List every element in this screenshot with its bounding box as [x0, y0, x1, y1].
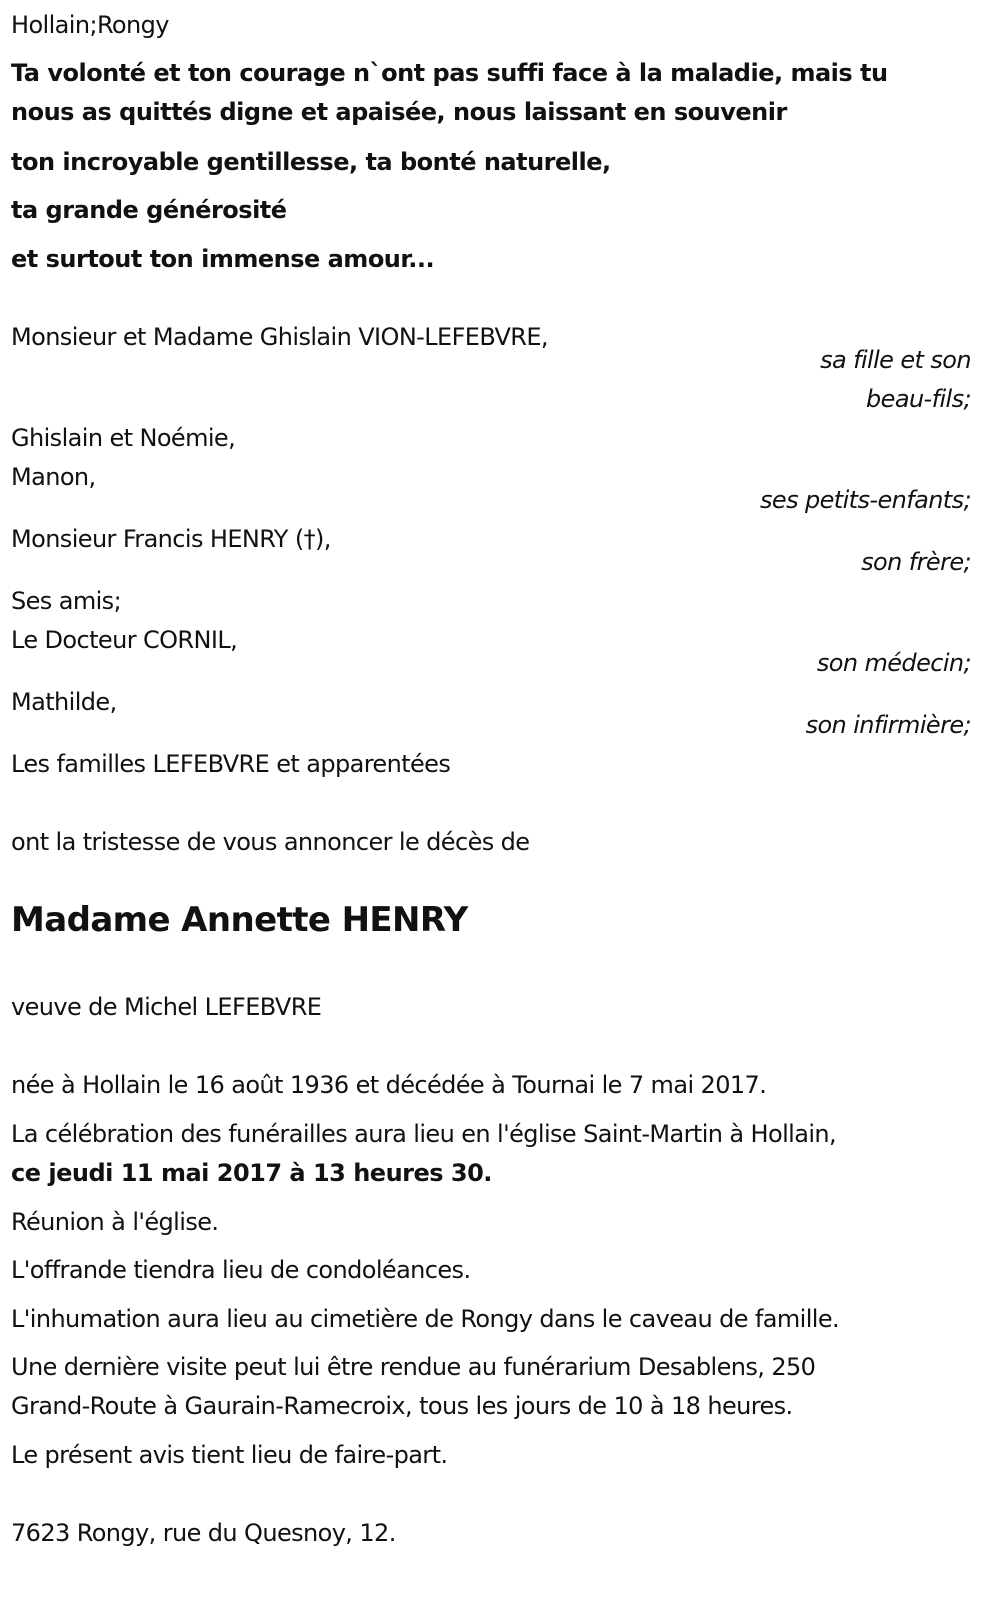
family-relation: beau-fils;	[866, 385, 971, 413]
family-relation: sa fille et son	[820, 346, 971, 374]
announcement-intro: ont la tristesse de vous annoncer le décès de	[11, 828, 530, 856]
family-member-name: Monsieur Francis HENRY (†),	[11, 525, 331, 553]
family-member-name: Ses amis;	[11, 587, 122, 615]
poem-line: ton incroyable gentillesse, ta bonté naturelle,	[11, 148, 611, 176]
poem-line: et surtout ton immense amour...	[11, 245, 435, 273]
family-member-name: Ghislain et Noémie,	[11, 424, 236, 452]
family-member-name: Manon,	[11, 463, 96, 491]
family-relation: son médecin;	[816, 649, 971, 677]
burial-note: L'inhumation aura lieu au cimetière de Rongy dans le caveau de famille.	[11, 1305, 840, 1333]
family-relation: son frère;	[861, 548, 971, 576]
family-address: 7623 Rongy, rue du Quesnoy, 12.	[11, 1519, 396, 1547]
offering-note: L'offrande tiendra lieu de condoléances.	[11, 1256, 471, 1284]
family-relation: ses petits-enfants;	[760, 486, 971, 514]
funeral-date: ce jeudi 11 mai 2017 à 13 heures 30.	[11, 1159, 492, 1187]
meeting-place: Réunion à l'église.	[11, 1208, 219, 1236]
poem-line: nous as quittés digne et apaisée, nous laissant en souvenir	[11, 98, 787, 126]
family-relation: son infirmière;	[805, 711, 971, 739]
widow-of: veuve de Michel LEFEBVRE	[11, 993, 322, 1021]
birth-death-dates: née à Hollain le 16 août 1936 et décédée à Tournai le 7 mai 2017.	[11, 1071, 767, 1099]
notice-note: Le présent avis tient lieu de faire-part.	[11, 1441, 448, 1469]
family-member-name: Les familles LEFEBVRE et apparentées	[11, 750, 451, 778]
poem-line: Ta volonté et ton courage n`ont pas suffi face à la maladie, mais tu	[11, 59, 888, 87]
visit-note-line: Une dernière visite peut lui être rendue au funérarium Desablens, 250	[11, 1353, 816, 1381]
family-member-name: Mathilde,	[11, 688, 117, 716]
poem-line: ta grande générosité	[11, 196, 287, 224]
funeral-location: La célébration des funérailles aura lieu en l'église Saint-Martin à Hollain,	[11, 1120, 837, 1148]
deceased-name: Madame Annette HENRY	[11, 900, 468, 940]
family-member-name: Monsieur et Madame Ghislain VION-LEFEBVRE,	[11, 323, 548, 351]
visit-note-line: Grand-Route à Gaurain-Ramecroix, tous les jours de 10 à 18 heures.	[11, 1392, 793, 1420]
location-header: Hollain;Rongy	[11, 11, 169, 39]
family-member-name: Le Docteur CORNIL,	[11, 626, 238, 654]
